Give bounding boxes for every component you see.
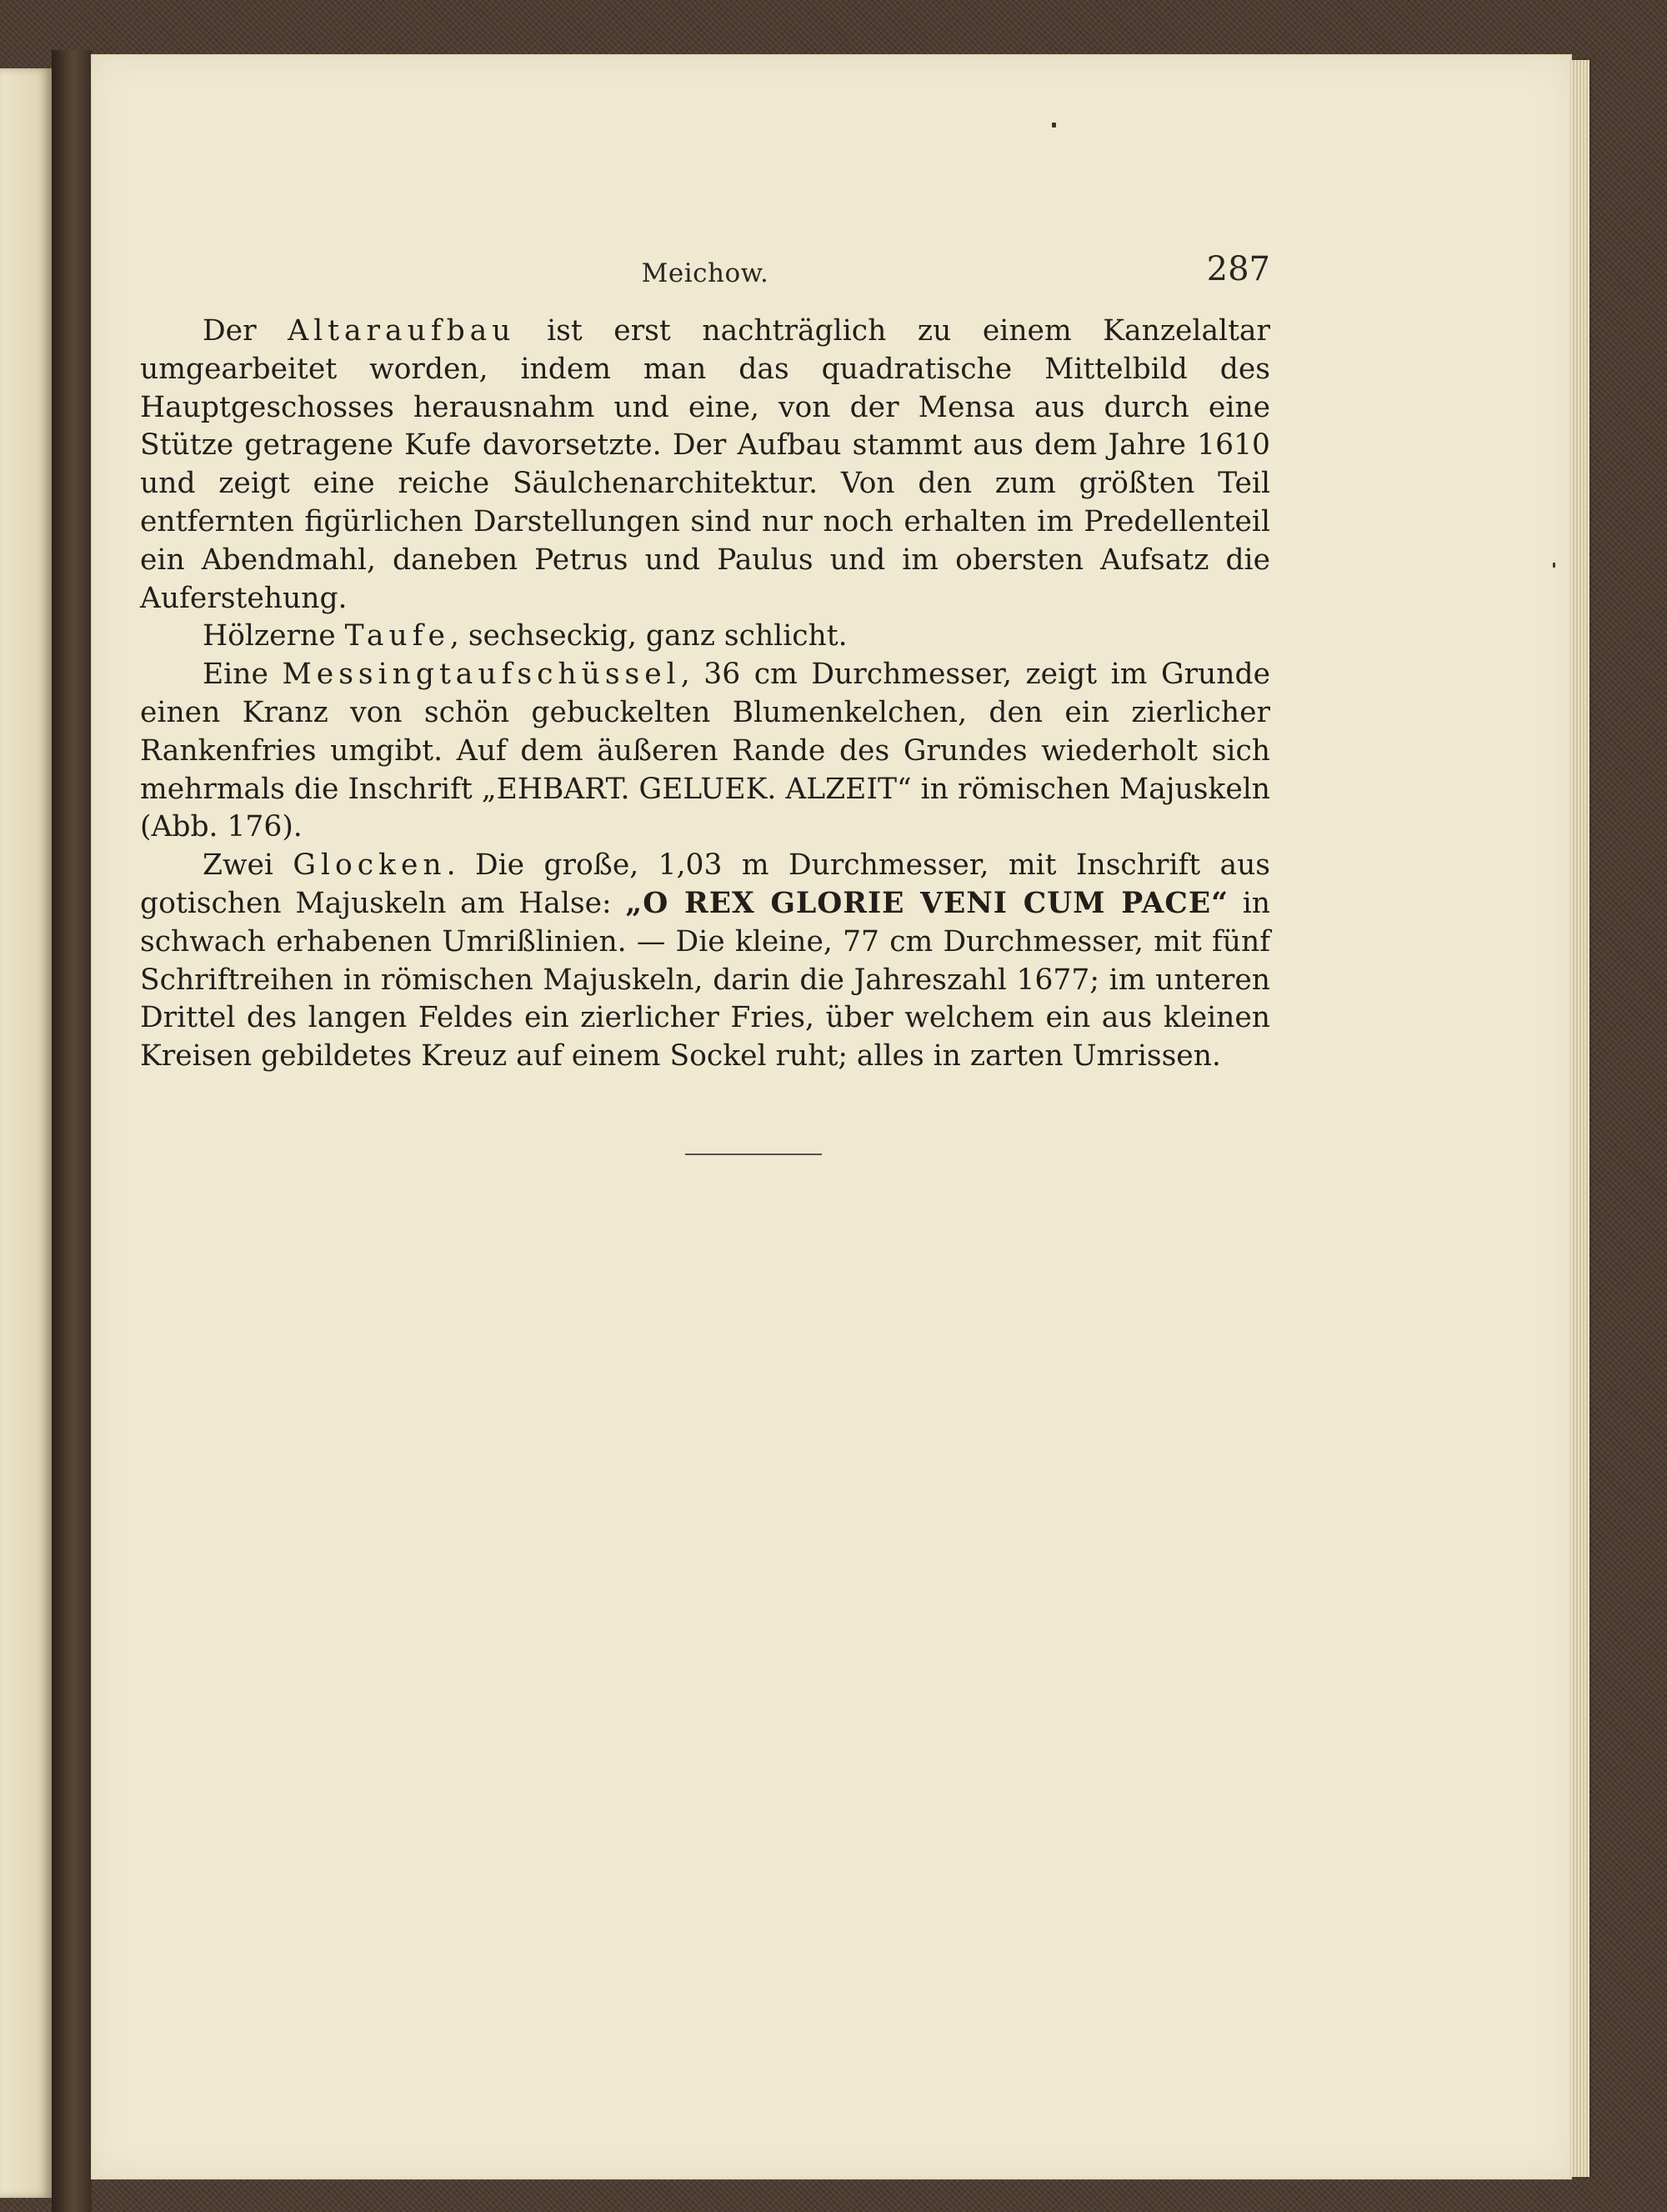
left-page-edge xyxy=(0,68,52,2198)
page-number: 287 xyxy=(1206,250,1270,288)
body-text xyxy=(140,313,1270,1076)
paragraph-text: Eine xyxy=(203,658,283,692)
paragraph-text: Zwei xyxy=(203,848,293,883)
paragraph-text: , sechseckig, ganz schlicht. xyxy=(449,619,848,653)
book-gutter xyxy=(52,50,92,2212)
paragraph-font xyxy=(140,618,1270,656)
emphasized-term: Glocken xyxy=(293,848,447,883)
paragraph-text: , 36 cm Durchmesser, zeigt im Grunde einen Kranz von schön gebuckelten Blumenkelchen, den ein zierlicher Rankenfries umgibt. Auf dem äußeren Rande des Grundes wiederholt sich mehrmals die Inschrift „EHBART. GELUEK. ALZEIT“ in römischen Majuskeln (Abb. 176). xyxy=(140,658,1270,844)
running-head: Meichow. xyxy=(641,258,769,288)
emphasized-term: Messingtaufschüssel xyxy=(282,658,681,692)
paragraph-text: in schwach erhabenen Umrißlinien. — Die kleine, 77 cm Durchmesser, mit fünf Schriftreihen in römischen Majuskeln, darin die Jahreszahl 1677; im unteren Drittel des langen Feldes ein zierlicher Fries, über welchem ein aus kleinen Kreisen gebildetes Kreuz auf einem Sockel ruht; alles in zarten Umrissen. xyxy=(140,886,1270,1073)
page-stack-edge xyxy=(1571,60,1589,2177)
emphasized-term: Altaraufbau xyxy=(288,314,516,348)
bell-inscription: „O REX GLORIE VENI CUM PACE“ xyxy=(625,886,1229,920)
paper-speck xyxy=(1052,123,1056,128)
paragraph-text: Der xyxy=(203,314,288,348)
paper-speck xyxy=(1553,563,1555,568)
paragraph-text: . Die große, 1,03 m Durchmesser, mit Inschrift aus gotischen Majuskeln am Halse: xyxy=(140,848,1271,920)
emphasized-term: Taufe xyxy=(344,619,450,653)
paragraph-baptismal-bowl xyxy=(140,656,1270,847)
paragraph-altar xyxy=(140,313,1270,618)
page-header xyxy=(140,250,1270,300)
paragraph-bells xyxy=(140,847,1270,1076)
paragraph-text: ist erst nachträglich zu einem Kanzelaltar umgearbeitet worden, indem man das quadratische Mittelbild des Hauptgeschosses herausnahm und eine, von der Mensa aus durch eine Stütze getragene Kufe davorsetzte. Der Aufbau stammt aus dem Jahre 1610 und zeigt eine reiche Säulchenarchitektur. Von den zum größten Teil entfernten figürlichen Darstellungen sind nur noch erhalten im Predellenteil ein Abendmahl, daneben Petrus und Paulus und im obersten Aufsatz die Auferstehung. xyxy=(140,314,1270,615)
paragraph-text: Hölzerne xyxy=(203,619,345,653)
end-rule xyxy=(685,1154,822,1155)
